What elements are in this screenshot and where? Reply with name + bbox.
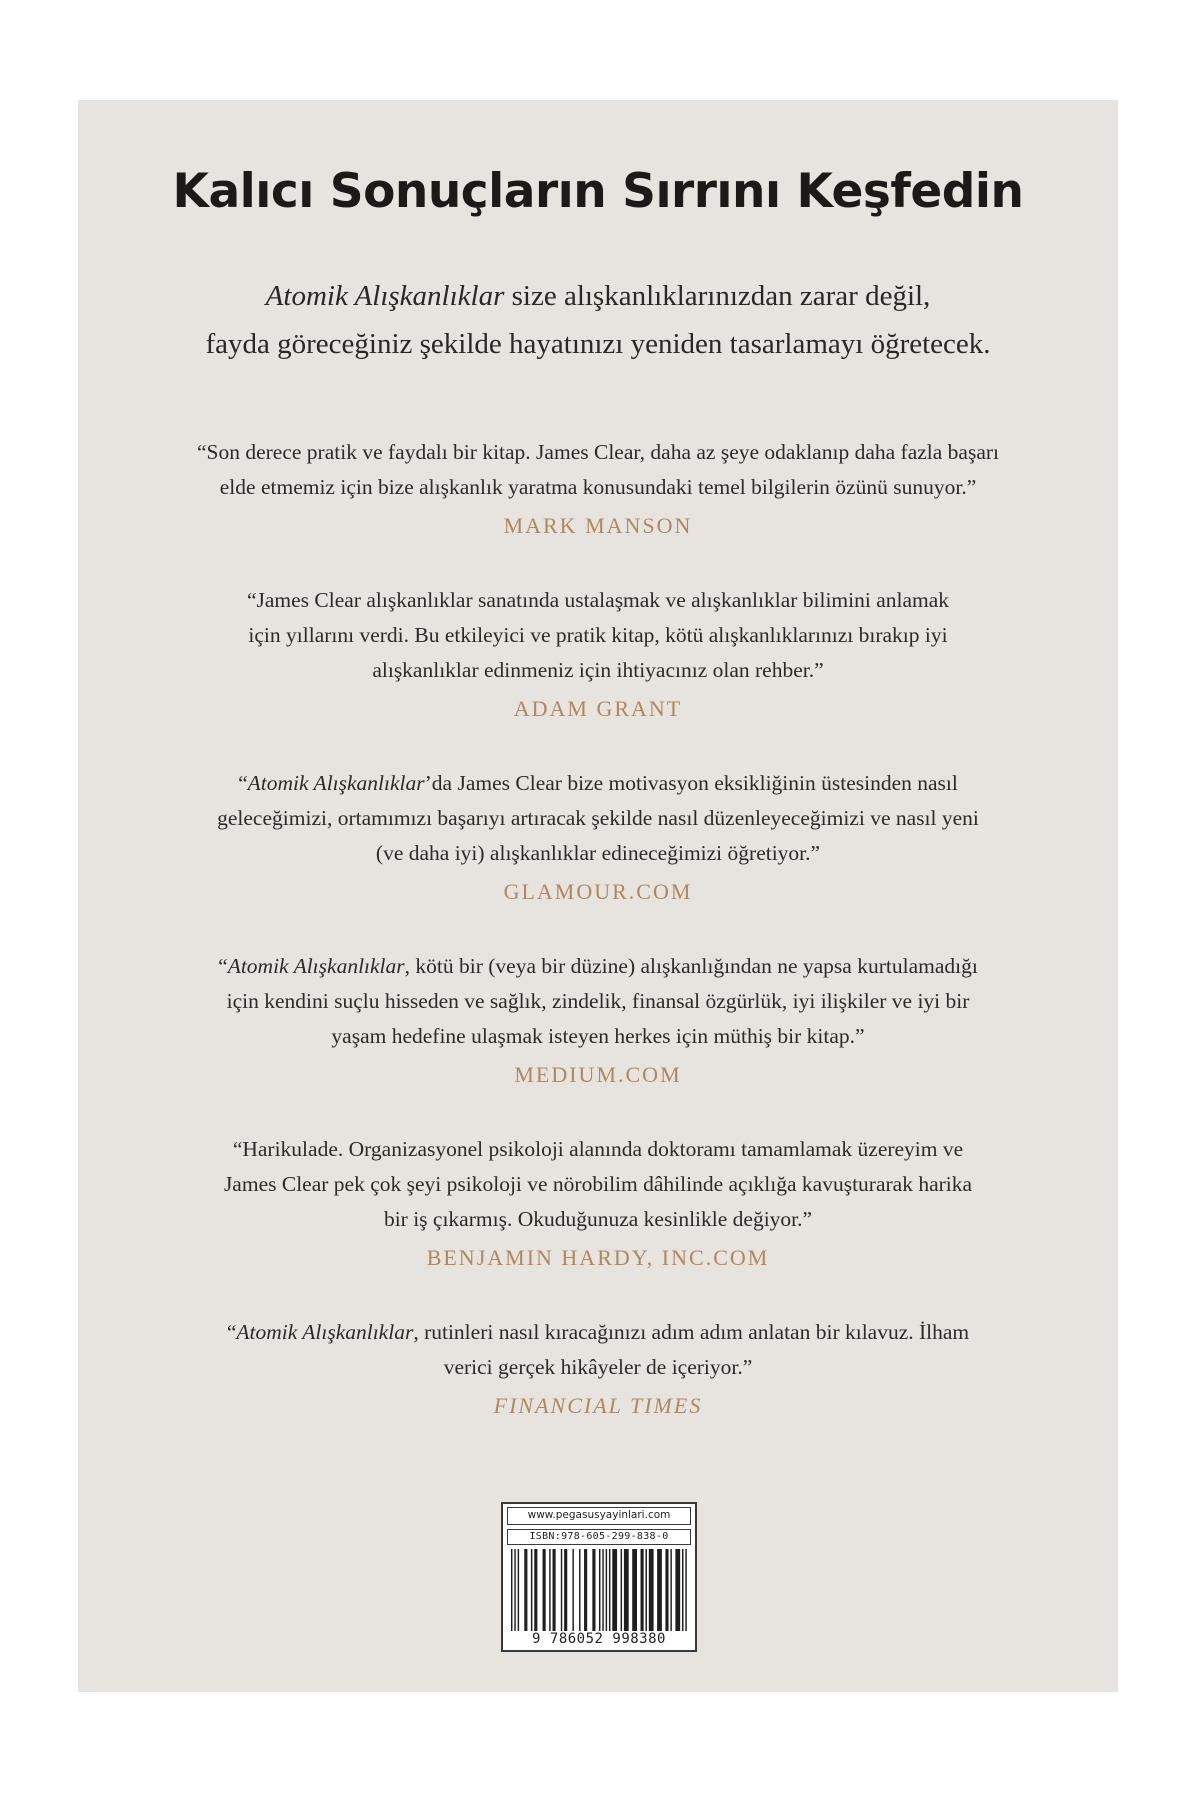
- review-line: [138, 1315, 1058, 1350]
- review-line: “Harikulade. Organizasyonel psikoloji alanında doktoramı tamamlamak üzereyim ve: [232, 1137, 964, 1161]
- intro-line-2: fayda göreceğiniz şekilde hayatınızı yeniden tasarlamayı öğretecek.: [205, 328, 991, 360]
- barcode-bar: [624, 1549, 629, 1631]
- barcode-bar: [592, 1549, 595, 1631]
- review-adam-grant: [138, 583, 1058, 724]
- intro-book-title: Atomik Alışkanlıklar: [265, 280, 505, 312]
- review-line: [138, 766, 1058, 801]
- review-line: için yıllarını verdi. Bu etkileyici ve pratik kitap, kötü alışkanlıklarınızı bırakıp iyi: [248, 623, 948, 647]
- reviews-list: [138, 435, 1058, 1421]
- review-line: verici gerçek hikâyeler de içeriyor.”: [443, 1355, 753, 1379]
- review-line-rest: ’da James Clear bize motivasyon eksikliğinin üstesinden nasıl: [424, 771, 958, 795]
- review-line: için kendini suçlu hisseden ve sağlık, zindelik, finansal özgürlük, iyi ilişkiler ve iyi bir: [226, 989, 970, 1013]
- review-attribution: BENJAMIN HARDY, INC.COM: [426, 1245, 770, 1270]
- review-line: James Clear pek çok şeyi psikoloji ve nörobilim dâhilinde açıklığa kavuşturarak harika: [223, 1172, 973, 1196]
- review-line: alışkanlıklar edinmeniz için ihtiyacınız olan rehber.”: [372, 658, 824, 682]
- review-line-rest: , rutinleri nasıl kıracağınızı adım adım anlatan bir kılavuz. İlham: [413, 1320, 970, 1344]
- barcode-bar: [553, 1549, 556, 1631]
- review-attribution: GLAMOUR.COM: [503, 879, 693, 904]
- intro-line-1-rest: size alışkanlıklarınızdan zarar değil,: [504, 280, 931, 312]
- review-financial-times: [138, 1315, 1058, 1421]
- barcode-bar: [518, 1549, 519, 1631]
- barcode-bar: [602, 1549, 603, 1631]
- barcode-bar: [645, 1549, 646, 1631]
- barcode-bar: [685, 1549, 686, 1631]
- barcode-bar: [621, 1549, 622, 1631]
- review-attribution: MARK MANSON: [503, 513, 693, 538]
- barcode-bar: [511, 1549, 512, 1631]
- review-quote: [138, 435, 1058, 505]
- barcode-bar: [606, 1549, 607, 1631]
- barcode-bar: [549, 1549, 550, 1631]
- review-attribution: ADAM GRANT: [513, 696, 683, 721]
- review-line: (ve daha iyi) alışkanlıklar edineceğimizi öğretiyor.”: [375, 841, 821, 865]
- review-attribution: MEDIUM.COM: [514, 1062, 682, 1087]
- review-line-rest: , kötü bir (veya bir düzine) alışkanlığından ne yapsa kurtulamadığı: [404, 954, 978, 978]
- review-line: “James Clear alışkanlıklar sanatında ustalaşmak ve alışkanlıklar bilimini anlamak: [246, 588, 950, 612]
- book-back-cover: [78, 100, 1118, 1692]
- barcode-bar: [599, 1549, 600, 1631]
- barcode-bar: [670, 1549, 671, 1631]
- open-quote: “: [226, 1320, 237, 1344]
- review-quote: [138, 1132, 1058, 1237]
- review-line: [138, 949, 1058, 984]
- review-quote: [138, 583, 1058, 688]
- review-benjamin-hardy: [138, 1132, 1058, 1273]
- intro-paragraph: [118, 272, 1078, 368]
- review-quote: [138, 1315, 1058, 1385]
- review-line: “Son derece pratik ve faydalı bir kitap. James Clear, daha az şeye odaklanıp daha fazla başarı: [196, 440, 1000, 464]
- review-quote: [138, 766, 1058, 871]
- barcode-bar: [675, 1549, 680, 1631]
- barcode-bar: [609, 1549, 610, 1631]
- isbn-label: ISBN:978-605-299-838-0: [507, 1529, 691, 1545]
- barcode-bar: [524, 1549, 527, 1631]
- barcode-bar: [531, 1549, 532, 1631]
- publisher-url: www.pegasusyayinlari.com: [507, 1507, 691, 1525]
- review-quote: [138, 949, 1058, 1054]
- barcode-bar: [657, 1549, 662, 1631]
- open-quote: “: [238, 771, 248, 795]
- review-mark-manson: [138, 435, 1058, 541]
- review-attribution: FINANCIAL TIMES: [493, 1393, 703, 1418]
- review-line: geleceğimizi, ortamımızı başarıyı artıracak şekilde nasıl düzenleyeceğimizi ve nasıl yeni: [217, 806, 979, 830]
- barcode-block: [501, 1502, 697, 1652]
- barcode-bars: [511, 1549, 687, 1631]
- barcode-bar: [561, 1549, 562, 1631]
- barcode-bar: [579, 1549, 580, 1631]
- barcode-bar: [514, 1549, 515, 1631]
- barcode-bar: [543, 1549, 546, 1631]
- intro-line-1: [118, 272, 1078, 320]
- barcode-digits: 9 786052 998380: [532, 1631, 666, 1647]
- review-book-title: Atomik Alışkanlıklar: [227, 954, 405, 978]
- review-glamour: [138, 766, 1058, 907]
- review-book-title: Atomik Alışkanlıklar: [236, 1320, 414, 1344]
- barcode-bar: [641, 1549, 644, 1631]
- barcode-bar: [632, 1549, 637, 1631]
- barcode-bar: [682, 1549, 683, 1631]
- barcode-bar: [612, 1549, 617, 1631]
- open-quote: “: [218, 954, 228, 978]
- review-line: bir iş çıkarmış. Okuduğunuza kesinlikle değiyor.”: [383, 1207, 813, 1231]
- review-line: elde etmemiz için bize alışkanlık yaratma konusundaki temel bilgilerin özünü sunuyor.”: [219, 475, 977, 499]
- barcode-bar: [564, 1549, 567, 1631]
- barcode-bar: [665, 1549, 668, 1631]
- barcode-bar: [534, 1549, 537, 1631]
- barcode-bar: [584, 1549, 587, 1631]
- barcode-graphic: [511, 1549, 687, 1631]
- review-medium: [138, 949, 1058, 1090]
- review-line: yaşam hedefine ulaşmak isteyen herkes için müthiş bir kitap.”: [331, 1024, 865, 1048]
- barcode-bar: [572, 1549, 573, 1631]
- cover-headline: Kalıcı Sonuçların Sırrını Keşfedin: [172, 164, 1024, 219]
- review-book-title: Atomik Alışkanlıklar: [247, 771, 425, 795]
- barcode-bar: [649, 1549, 654, 1631]
